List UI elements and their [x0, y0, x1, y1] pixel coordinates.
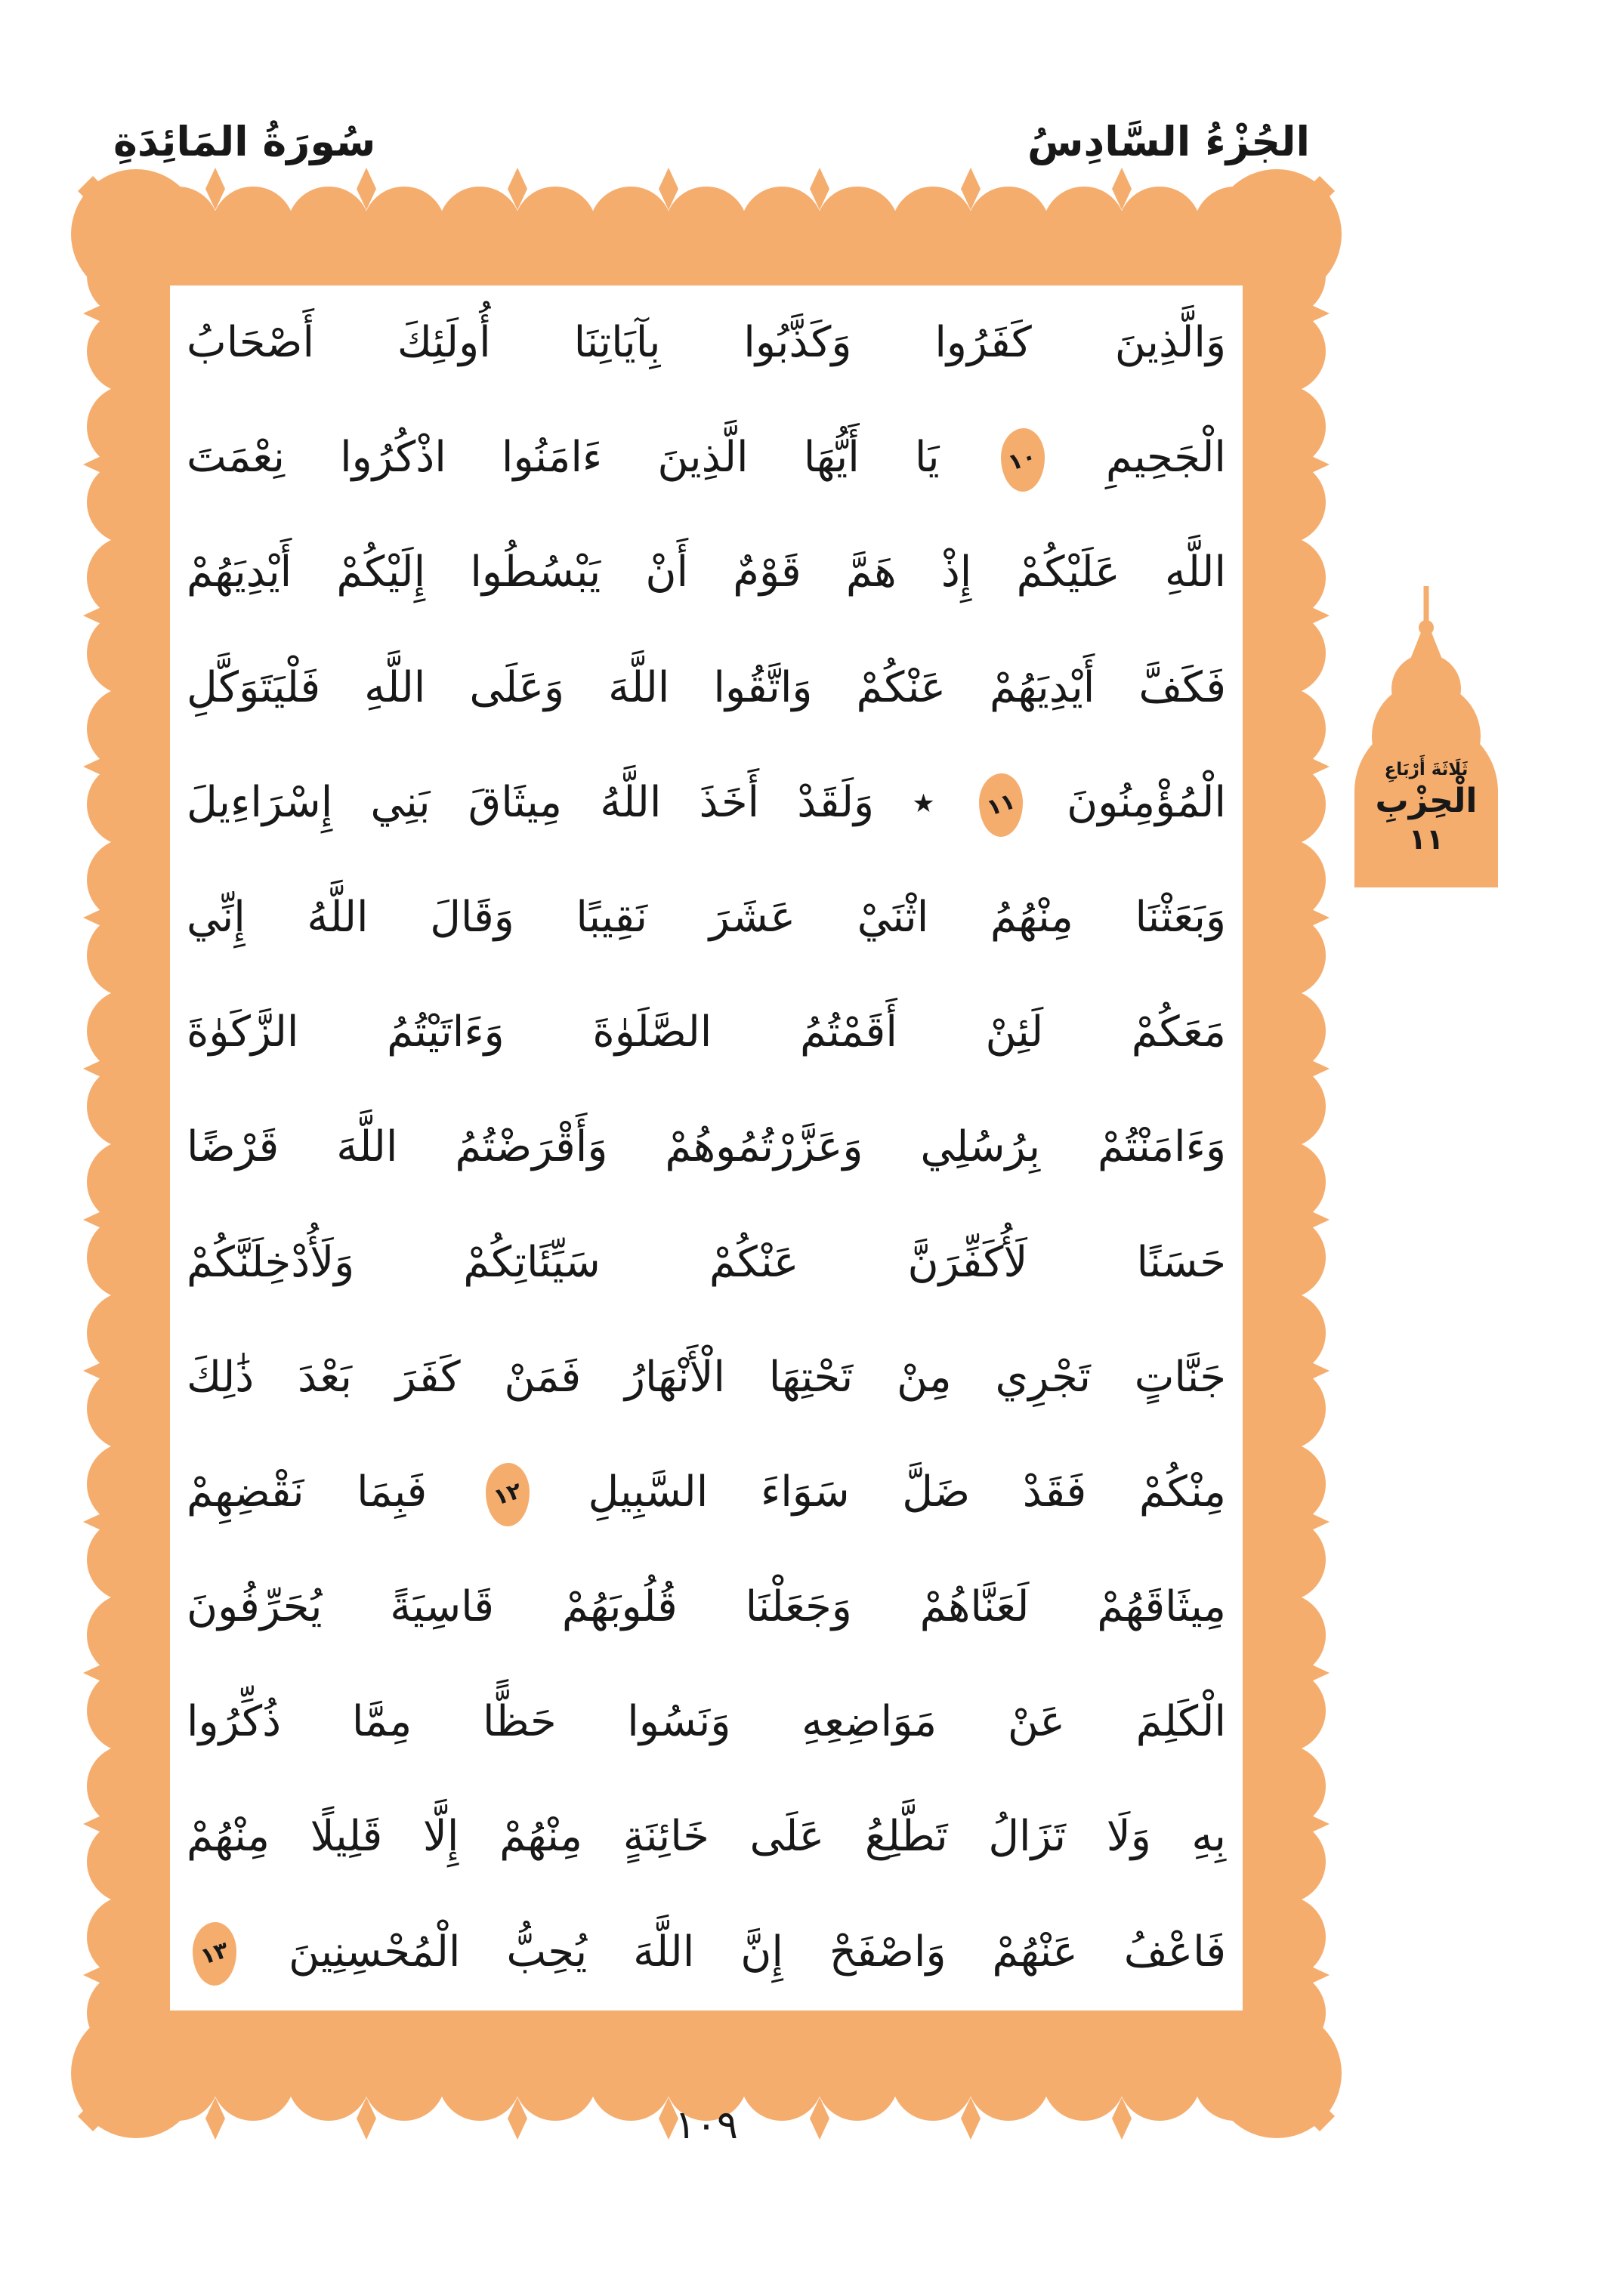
- ayah-text: حَسَنًا لَأُكَفِّرَنَّ عَنْكُمْ سَيِّئَاتِكُمْ وَلَأُدْخِلَنَّكُمْ: [187, 1237, 1226, 1287]
- verse-number: ١١: [983, 787, 1018, 822]
- verse-number-badge: [193, 1922, 236, 1986]
- ayah-text: اللَّهِ عَلَيْكُمْ إِذْ هَمَّ قَوْمٌ أَنْ يَبْسُطُوا إِلَيْكُمْ أَيْدِيَهُمْ: [187, 548, 1226, 597]
- verse-number: ١٢: [490, 1477, 525, 1511]
- ayah-text: بِهِ وَلَا تَزَالُ تَطَّلِعُ عَلَى خَائِنَةٍ مِنْهُمْ إِلَّا قَلِيلًا مِنْهُمْ: [187, 1812, 1226, 1862]
- page-number: ١٠٩: [675, 2103, 738, 2148]
- ayah-text: مَعَكُمْ لَئِنْ أَقَمْتُمُ الصَّلَوٰةَ وَءَاتَيْتُمُ الزَّكَوٰةَ: [187, 1008, 1226, 1057]
- ayah-text: وَبَعَثْنَا مِنْهُمُ اثْنَيْ عَشَرَ نَقِيبًا وَقَالَ اللَّهُ إِنِّي: [187, 892, 1226, 942]
- ayah-text: وَءَامَنْتُمْ بِرُسُلِي وَعَزَّرْتُمُوهُمْ وَأَقْرَضْتُمُ اللَّهَ قَرْضًا: [187, 1122, 1226, 1172]
- verse-number-badge: [486, 1463, 530, 1526]
- ayah-text: الْمُؤْمِنُونَ: [1067, 777, 1226, 827]
- surah-header: سُورَةُ المَائِدَةِ: [113, 118, 376, 165]
- quran-line: [170, 1779, 1243, 1894]
- quran-line: [170, 975, 1243, 1090]
- hizb-marker-label: [1352, 758, 1500, 856]
- quran-line: [170, 400, 1243, 515]
- quran-line: [170, 1550, 1243, 1665]
- hizb-fraction-label: ثَلَاثَةَ أَرْبَاعِ: [1384, 760, 1469, 779]
- ayah-text: وَالَّذِينَ كَفَرُوا وَكَذَّبُوا بِآيَاتِنَا أُولَئِكَ أَصْحَابُ: [187, 318, 1226, 367]
- quran-line: [170, 1435, 1243, 1550]
- ayah-text: ٭ وَلَقَدْ أَخَذَ اللَّهُ مِيثَاقَ بَنِي إِسْرَاءِيلَ: [187, 777, 935, 827]
- ayah-text: فَبِمَا نَقْضِهِمْ: [187, 1467, 428, 1517]
- ayah-text: جَنَّاتٍ تَجْرِي مِنْ تَحْتِهَا الْأَنْهَارُ فَمَنْ كَفَرَ بَعْدَ ذَٰلِكَ: [187, 1352, 1226, 1402]
- ayah-text: فَاعْفُ عَنْهُمْ وَاصْفَحْ إِنَّ اللَّهَ يُحِبُّ الْمُحْسِنِينَ: [288, 1927, 1226, 1977]
- quran-line: [170, 1205, 1243, 1320]
- quran-line: [170, 631, 1243, 745]
- ayah-text: مِنْكُمْ فَقَدْ ضَلَّ سَوَاءَ السَّبِيلِ: [588, 1467, 1226, 1517]
- quran-line: [170, 1665, 1243, 1779]
- quran-line: [170, 285, 1243, 400]
- ayah-text: الْجَحِيمِ: [1105, 433, 1226, 483]
- ayah-text: يَا أَيُّهَا الَّذِينَ ءَامَنُوا اذْكُرُوا نِعْمَتَ: [187, 433, 940, 483]
- verse-number-badge: [979, 773, 1023, 837]
- quran-line: [170, 1320, 1243, 1435]
- quran-line: [170, 1090, 1243, 1205]
- quran-line: [170, 1895, 1243, 2010]
- quran-text-block: [170, 285, 1243, 2011]
- quran-line: [170, 515, 1243, 630]
- ayah-text: الْكَلِمَ عَنْ مَوَاضِعِهِ وَنَسُوا حَظًّا مِمَّا ذُكِّرُوا: [187, 1697, 1226, 1747]
- verse-number-badge: [1001, 428, 1045, 492]
- juz-header: الجُزْءُ السَّادِسُ: [1027, 118, 1310, 165]
- hizb-name-label: الْحِزْبِ: [1375, 782, 1478, 820]
- ayah-text: مِيثَاقَهُمْ لَعَنَّاهُمْ وَجَعَلْنَا قُلُوبَهُمْ قَاسِيَةً يُحَرِّفُونَ: [187, 1582, 1226, 1632]
- ayah-text: فَكَفَّ أَيْدِيَهُمْ عَنْكُمْ وَاتَّقُوا اللَّهَ وَعَلَى اللَّهِ فَلْيَتَوَكَّلِ: [187, 662, 1226, 712]
- verse-number: ١٠: [1005, 443, 1040, 477]
- quran-line: [170, 745, 1243, 860]
- quran-line: [170, 860, 1243, 975]
- verse-number: ١٣: [197, 1936, 232, 1971]
- hizb-number: ١١: [1408, 822, 1444, 856]
